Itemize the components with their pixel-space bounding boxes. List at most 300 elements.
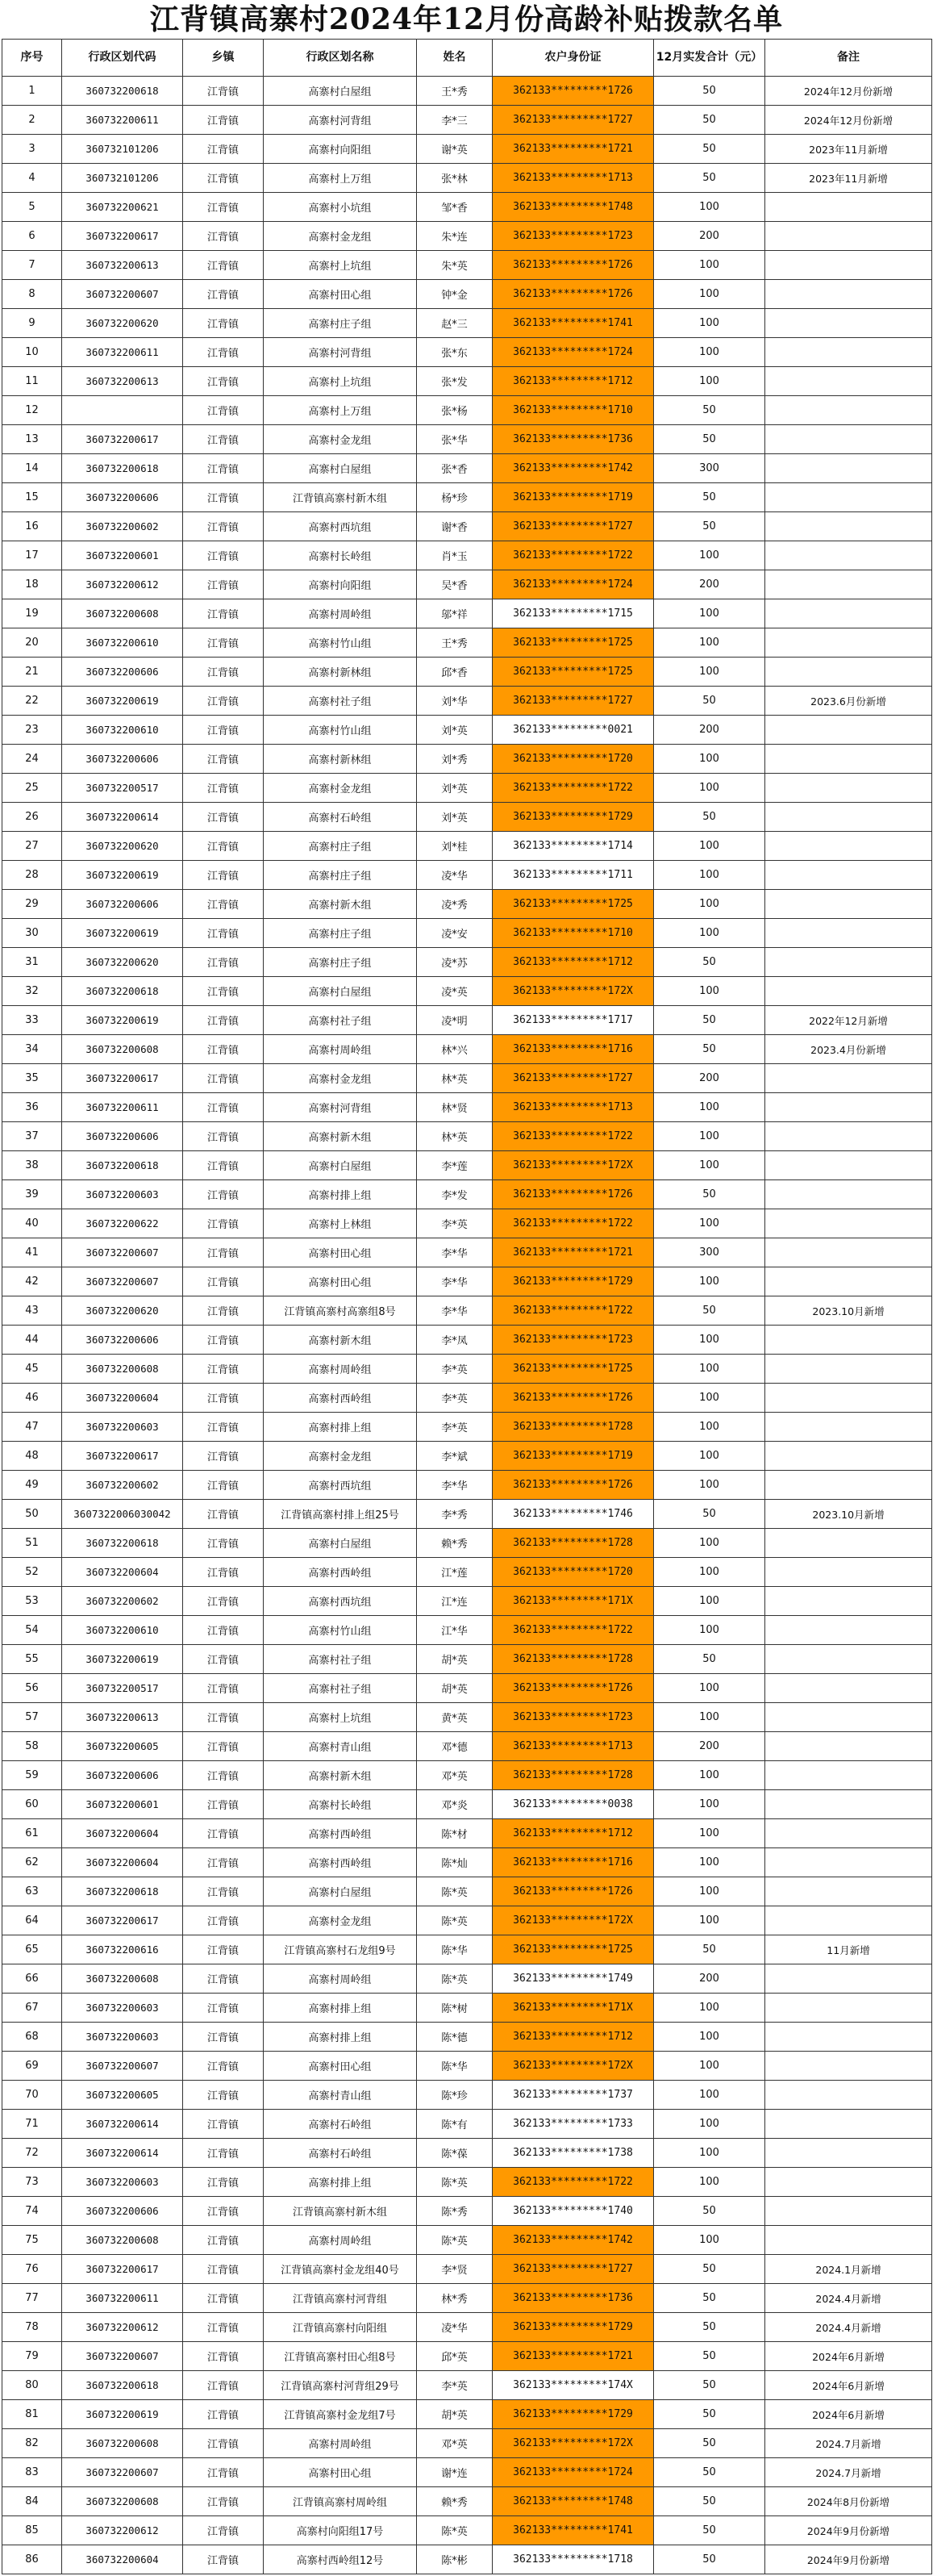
table-row: [2, 1093, 932, 1122]
town-name-cell: 江背镇: [183, 396, 264, 425]
person-name-cell: 李*华: [417, 1296, 493, 1326]
id-card-cell: 362133*********1723: [493, 1326, 654, 1355]
town-name-cell: 江背镇: [183, 2255, 264, 2284]
note-cell: 2023.6月份新增: [765, 687, 932, 716]
person-name-cell: 黄*英: [417, 1703, 493, 1732]
area-code-cell: 360732200614: [62, 2110, 183, 2139]
note-cell: [765, 2168, 932, 2197]
person-name-cell: 朱*英: [417, 251, 493, 280]
person-name-cell: 刘*英: [417, 716, 493, 745]
area-name-cell: 高寨村石岭组: [264, 2110, 417, 2139]
town-name-cell: 江背镇: [183, 1384, 264, 1413]
id-card-cell: 362133*********172X: [493, 2429, 654, 2458]
id-card-cell: 362133*********1726: [493, 1674, 654, 1703]
person-name-cell: 赖*秀: [417, 2487, 493, 2516]
row-number-cell: 34: [2, 1035, 62, 1064]
town-name-cell: 江背镇: [183, 1703, 264, 1732]
note-cell: 2024.4月新增: [765, 2284, 932, 2313]
header-no: 序号: [2, 40, 62, 77]
row-number-cell: 62: [2, 1848, 62, 1877]
person-name-cell: 陈*英: [417, 1877, 493, 1906]
note-cell: [765, 1471, 932, 1500]
note-cell: [765, 570, 932, 599]
amount-cell: 100: [654, 861, 765, 890]
table-row: [2, 367, 932, 396]
id-card-cell: 362133*********1736: [493, 2284, 654, 2313]
note-cell: 2024年9月份新增: [765, 2516, 932, 2545]
row-number-cell: 56: [2, 1674, 62, 1703]
note-cell: [765, 454, 932, 483]
row-number-cell: 85: [2, 2516, 62, 2545]
id-card-cell: 362133*********1723: [493, 1703, 654, 1732]
id-card-cell: 362133*********174X: [493, 2371, 654, 2400]
area-code-cell: 360732200611: [62, 2284, 183, 2313]
person-name-cell: 赖*秀: [417, 1529, 493, 1558]
table-row: [2, 193, 932, 222]
table-row: [2, 1355, 932, 1384]
person-name-cell: 张*香: [417, 454, 493, 483]
table-row: [2, 396, 932, 425]
person-name-cell: 赵*三: [417, 309, 493, 338]
town-name-cell: 江背镇: [183, 1180, 264, 1209]
row-number-cell: 27: [2, 832, 62, 861]
area-name-cell: 高寨村西岭组: [264, 1558, 417, 1587]
amount-cell: 50: [654, 2342, 765, 2371]
note-cell: [765, 1384, 932, 1413]
area-name-cell: 高寨村竹山组: [264, 628, 417, 658]
area-name-cell: 高寨村田心组: [264, 1267, 417, 1296]
table-row: [2, 2458, 932, 2487]
amount-cell: 50: [654, 164, 765, 193]
town-name-cell: 江背镇: [183, 1355, 264, 1384]
person-name-cell: 邬*祥: [417, 599, 493, 628]
town-name-cell: 江背镇: [183, 1674, 264, 1703]
id-card-cell: 362133*********1716: [493, 1035, 654, 1064]
area-name-cell: 高寨村西岭组: [264, 1819, 417, 1848]
area-name-cell: 高寨村社子组: [264, 1645, 417, 1674]
town-name-cell: 江背镇: [183, 512, 264, 541]
table-row: [2, 2110, 932, 2139]
row-number-cell: 35: [2, 1064, 62, 1093]
row-number-cell: 2: [2, 106, 62, 135]
town-name-cell: 江背镇: [183, 1296, 264, 1326]
town-name-cell: 江背镇: [183, 832, 264, 861]
amount-cell: 100: [654, 1384, 765, 1413]
amount-cell: 100: [654, 280, 765, 309]
area-name-cell: 高寨村周岭组: [264, 599, 417, 628]
id-card-cell: 362133*********1721: [493, 135, 654, 164]
id-card-cell: 362133*********1748: [493, 193, 654, 222]
note-cell: [765, 2197, 932, 2226]
row-number-cell: 30: [2, 919, 62, 948]
row-number-cell: 76: [2, 2255, 62, 2284]
town-name-cell: 江背镇: [183, 541, 264, 570]
area-name-cell: 高寨村石岭组: [264, 2139, 417, 2168]
table-row: [2, 1413, 932, 1442]
area-name-cell: 高寨村田心组: [264, 2458, 417, 2487]
area-name-cell: 高寨村西坑组: [264, 1471, 417, 1500]
town-name-cell: 江背镇: [183, 1994, 264, 2023]
note-cell: [765, 1848, 932, 1877]
area-code-cell: 360732200611: [62, 1093, 183, 1122]
town-name-cell: 江背镇: [183, 1790, 264, 1819]
area-code-cell: 3607322006030042: [62, 1500, 183, 1529]
town-name-cell: 江背镇: [183, 106, 264, 135]
amount-cell: 50: [654, 2371, 765, 2400]
area-code-cell: 360732200619: [62, 1006, 183, 1035]
id-card-cell: 362133*********1713: [493, 1093, 654, 1122]
id-card-cell: 362133*********1749: [493, 1964, 654, 1994]
table-row: [2, 2545, 932, 2574]
id-card-cell: 362133*********1726: [493, 251, 654, 280]
note-cell: 2023年11月新增: [765, 135, 932, 164]
row-number-cell: 38: [2, 1151, 62, 1180]
row-number-cell: 55: [2, 1645, 62, 1674]
person-name-cell: 陈*英: [417, 2168, 493, 2197]
table-row: [2, 2197, 932, 2226]
note-cell: [765, 1790, 932, 1819]
table-row: [2, 1616, 932, 1645]
area-name-cell: 高寨村青山组: [264, 2081, 417, 2110]
area-code-cell: 360732200603: [62, 1180, 183, 1209]
town-name-cell: 江背镇: [183, 774, 264, 803]
person-name-cell: 张*杨: [417, 396, 493, 425]
person-name-cell: 李*秀: [417, 1500, 493, 1529]
amount-cell: 100: [654, 774, 765, 803]
amount-cell: 100: [654, 541, 765, 570]
table-row: [2, 1296, 932, 1326]
person-name-cell: 钟*金: [417, 280, 493, 309]
town-name-cell: 江背镇: [183, 948, 264, 977]
amount-cell: 100: [654, 1442, 765, 1471]
area-code-cell: 360732200620: [62, 948, 183, 977]
area-name-cell: 江背镇高寨村河背组29号: [264, 2371, 417, 2400]
row-number-cell: 45: [2, 1355, 62, 1384]
table-row: [2, 1064, 932, 1093]
id-card-cell: 362133*********1721: [493, 2342, 654, 2371]
area-code-cell: 360732101206: [62, 164, 183, 193]
area-code-cell: 360732200607: [62, 1238, 183, 1267]
id-card-cell: 362133*********1722: [493, 1616, 654, 1645]
amount-cell: 50: [654, 396, 765, 425]
id-card-cell: 362133*********1726: [493, 280, 654, 309]
amount-cell: 100: [654, 1790, 765, 1819]
note-cell: [765, 1674, 932, 1703]
town-name-cell: 江背镇: [183, 2516, 264, 2545]
id-card-cell: 362133*********1724: [493, 2458, 654, 2487]
town-name-cell: 江背镇: [183, 1587, 264, 1616]
area-name-cell: 高寨村金龙组: [264, 1442, 417, 1471]
area-name-cell: 高寨村庄子组: [264, 919, 417, 948]
area-name-cell: 高寨村河背组: [264, 338, 417, 367]
table-row: [2, 1645, 932, 1674]
amount-cell: 100: [654, 2110, 765, 2139]
row-number-cell: 40: [2, 1209, 62, 1238]
area-code-cell: 360732200517: [62, 1674, 183, 1703]
person-name-cell: 张*华: [417, 425, 493, 454]
person-name-cell: 邓*英: [417, 1761, 493, 1790]
town-name-cell: 江背镇: [183, 77, 264, 106]
table-row: [2, 425, 932, 454]
row-number-cell: 15: [2, 483, 62, 512]
area-code-cell: 360732200618: [62, 1529, 183, 1558]
area-code-cell: 360732200616: [62, 1935, 183, 1964]
person-name-cell: 邓*炎: [417, 1790, 493, 1819]
amount-cell: 50: [654, 135, 765, 164]
person-name-cell: 谢*香: [417, 512, 493, 541]
area-name-cell: 高寨村向阳组17号: [264, 2516, 417, 2545]
note-cell: [765, 425, 932, 454]
person-name-cell: 张*东: [417, 338, 493, 367]
town-name-cell: 江背镇: [183, 628, 264, 658]
note-cell: [765, 338, 932, 367]
area-code-cell: 360732200605: [62, 1732, 183, 1761]
person-name-cell: 邱*英: [417, 2342, 493, 2371]
town-name-cell: 江背镇: [183, 1645, 264, 1674]
id-card-cell: 362133*********1727: [493, 512, 654, 541]
amount-cell: 100: [654, 2226, 765, 2255]
table-row: [2, 1964, 932, 1994]
row-number-cell: 31: [2, 948, 62, 977]
id-card-cell: 362133*********172X: [493, 2052, 654, 2081]
person-name-cell: 李*英: [417, 1384, 493, 1413]
table-row: [2, 2284, 932, 2313]
area-code-cell: 360732200618: [62, 1877, 183, 1906]
row-number-cell: 48: [2, 1442, 62, 1471]
row-number-cell: 84: [2, 2487, 62, 2516]
amount-cell: 200: [654, 1732, 765, 1761]
id-card-cell: 362133*********1721: [493, 1238, 654, 1267]
area-name-cell: 高寨村新木组: [264, 1761, 417, 1790]
person-name-cell: 林*英: [417, 1122, 493, 1151]
id-card-cell: 362133*********1725: [493, 1935, 654, 1964]
id-card-cell: 362133*********1719: [493, 483, 654, 512]
id-card-cell: 362133*********1722: [493, 1209, 654, 1238]
area-name-cell: 高寨村向阳组: [264, 570, 417, 599]
area-name-cell: 江背镇高寨村金龙组7号: [264, 2400, 417, 2429]
town-name-cell: 江背镇: [183, 1558, 264, 1587]
person-name-cell: 凌*英: [417, 977, 493, 1006]
id-card-cell: 362133*********1723: [493, 222, 654, 251]
area-code-cell: 360732200607: [62, 280, 183, 309]
note-cell: [765, 1151, 932, 1180]
row-number-cell: 66: [2, 1964, 62, 1994]
amount-cell: 50: [654, 2197, 765, 2226]
person-name-cell: 林*英: [417, 1064, 493, 1093]
town-name-cell: 江背镇: [183, 1500, 264, 1529]
amount-cell: 100: [654, 1703, 765, 1732]
note-cell: 2024.7月新增: [765, 2458, 932, 2487]
town-name-cell: 江背镇: [183, 716, 264, 745]
row-number-cell: 70: [2, 2081, 62, 2110]
area-code-cell: 360732200622: [62, 1209, 183, 1238]
amount-cell: 100: [654, 309, 765, 338]
area-name-cell: 高寨村金龙组: [264, 774, 417, 803]
area-name-cell: 江背镇高寨村石龙组9号: [264, 1935, 417, 1964]
area-code-cell: 360732200620: [62, 309, 183, 338]
id-card-cell: 362133*********1712: [493, 1819, 654, 1848]
town-name-cell: 江背镇: [183, 1238, 264, 1267]
area-name-cell: 高寨村新木组: [264, 890, 417, 919]
row-number-cell: 3: [2, 135, 62, 164]
table-row: [2, 658, 932, 687]
area-name-cell: 高寨村新林组: [264, 658, 417, 687]
note-cell: [765, 541, 932, 570]
area-name-cell: 高寨村上坑组: [264, 367, 417, 396]
area-name-cell: 高寨村周岭组: [264, 1355, 417, 1384]
amount-cell: 50: [654, 2545, 765, 2574]
row-number-cell: 19: [2, 599, 62, 628]
note-cell: 2022年12月新增: [765, 1006, 932, 1035]
row-number-cell: 18: [2, 570, 62, 599]
person-name-cell: 刘*桂: [417, 832, 493, 861]
note-cell: [765, 1238, 932, 1267]
note-cell: 2024年6月新增: [765, 2400, 932, 2429]
area-code-cell: 360732200619: [62, 1645, 183, 1674]
note-cell: [765, 1587, 932, 1616]
town-name-cell: 江背镇: [183, 164, 264, 193]
area-code-cell: 360732200617: [62, 222, 183, 251]
id-card-cell: 362133*********1741: [493, 2516, 654, 2545]
table-row: [2, 1500, 932, 1529]
table-row: [2, 1442, 932, 1471]
row-number-cell: 78: [2, 2313, 62, 2342]
id-card-cell: 362133*********1726: [493, 1384, 654, 1413]
table-row: [2, 919, 932, 948]
row-number-cell: 13: [2, 425, 62, 454]
table-row: [2, 977, 932, 1006]
person-name-cell: 陈*华: [417, 1935, 493, 1964]
table-row: [2, 512, 932, 541]
note-cell: [765, 396, 932, 425]
row-number-cell: 37: [2, 1122, 62, 1151]
table-row: [2, 1674, 932, 1703]
person-name-cell: 陈*英: [417, 2226, 493, 2255]
note-cell: [765, 628, 932, 658]
town-name-cell: 江背镇: [183, 2110, 264, 2139]
town-name-cell: 江背镇: [183, 193, 264, 222]
id-card-cell: 362133*********1727: [493, 687, 654, 716]
area-name-cell: 高寨村河背组: [264, 106, 417, 135]
town-name-cell: 江背镇: [183, 1442, 264, 1471]
id-card-cell: 362133*********1742: [493, 454, 654, 483]
person-name-cell: 陈*树: [417, 1994, 493, 2023]
town-name-cell: 江背镇: [183, 280, 264, 309]
table-row: [2, 687, 932, 716]
amount-cell: 100: [654, 2052, 765, 2081]
id-card-cell: 362133*********1727: [493, 106, 654, 135]
id-card-cell: 362133*********1729: [493, 1267, 654, 1296]
id-card-cell: 362133*********1741: [493, 309, 654, 338]
row-number-cell: 9: [2, 309, 62, 338]
person-name-cell: 刘*英: [417, 774, 493, 803]
area-code-cell: 360732200607: [62, 2342, 183, 2371]
table-row: [2, 2081, 932, 2110]
subsidy-table: [2, 39, 932, 2574]
table-row: [2, 1790, 932, 1819]
person-name-cell: 邓*英: [417, 2429, 493, 2458]
note-cell: 2024年12月份新增: [765, 77, 932, 106]
person-name-cell: 朱*连: [417, 222, 493, 251]
row-number-cell: 69: [2, 2052, 62, 2081]
person-name-cell: 李*华: [417, 1471, 493, 1500]
amount-cell: 50: [654, 512, 765, 541]
id-card-cell: 362133*********1712: [493, 367, 654, 396]
row-number-cell: 86: [2, 2545, 62, 2574]
area-code-cell: 360732200611: [62, 338, 183, 367]
header-id-card: 农户身份证: [493, 40, 654, 77]
row-number-cell: 25: [2, 774, 62, 803]
note-cell: [765, 512, 932, 541]
amount-cell: 200: [654, 1064, 765, 1093]
id-card-cell: 362133*********1729: [493, 803, 654, 832]
id-card-cell: 362133*********1726: [493, 1471, 654, 1500]
id-card-cell: 362133*********1715: [493, 599, 654, 628]
town-name-cell: 江背镇: [183, 2052, 264, 2081]
row-number-cell: 72: [2, 2139, 62, 2168]
note-cell: [765, 2081, 932, 2110]
person-name-cell: 李*华: [417, 1267, 493, 1296]
person-name-cell: 李*英: [417, 1209, 493, 1238]
person-name-cell: 王*秀: [417, 628, 493, 658]
table-row: [2, 861, 932, 890]
person-name-cell: 陈*葆: [417, 2139, 493, 2168]
area-name-cell: 高寨村上万组: [264, 164, 417, 193]
area-code-cell: 360732200608: [62, 1964, 183, 1994]
person-name-cell: 李*莲: [417, 1151, 493, 1180]
area-code-cell: 360732200606: [62, 2197, 183, 2226]
person-name-cell: 杨*珍: [417, 483, 493, 512]
id-card-cell: 362133*********172X: [493, 1906, 654, 1935]
town-name-cell: 江背镇: [183, 135, 264, 164]
id-card-cell: 362133*********1714: [493, 832, 654, 861]
area-code-cell: 360732200619: [62, 919, 183, 948]
person-name-cell: 李*贤: [417, 2255, 493, 2284]
area-name-cell: 高寨村西岭组: [264, 1848, 417, 1877]
row-number-cell: 12: [2, 396, 62, 425]
area-name-cell: 高寨村上林组: [264, 1209, 417, 1238]
id-card-cell: 362133*********1736: [493, 425, 654, 454]
table-row: [2, 2342, 932, 2371]
person-name-cell: 李*发: [417, 1180, 493, 1209]
amount-cell: 200: [654, 570, 765, 599]
note-cell: 2024年9月份新增: [765, 2545, 932, 2574]
row-number-cell: 21: [2, 658, 62, 687]
id-card-cell: 362133*********1711: [493, 861, 654, 890]
amount-cell: 50: [654, 1035, 765, 1064]
id-card-cell: 362133*********1729: [493, 2400, 654, 2429]
area-code-cell: 360732200617: [62, 425, 183, 454]
row-number-cell: 41: [2, 1238, 62, 1267]
row-number-cell: 51: [2, 1529, 62, 1558]
town-name-cell: 江背镇: [183, 745, 264, 774]
table-row: [2, 2139, 932, 2168]
table-row: [2, 570, 932, 599]
person-name-cell: 李*英: [417, 1413, 493, 1442]
town-name-cell: 江背镇: [183, 1209, 264, 1238]
id-card-cell: 362133*********1726: [493, 77, 654, 106]
amount-cell: 100: [654, 1151, 765, 1180]
town-name-cell: 江背镇: [183, 1151, 264, 1180]
town-name-cell: 江背镇: [183, 1064, 264, 1093]
person-name-cell: 陈*彬: [417, 2545, 493, 2574]
area-name-cell: 江背镇高寨村排上组25号: [264, 1500, 417, 1529]
row-number-cell: 17: [2, 541, 62, 570]
amount-cell: 50: [654, 2487, 765, 2516]
row-number-cell: 59: [2, 1761, 62, 1790]
area-name-cell: 高寨村向阳组: [264, 135, 417, 164]
amount-cell: 100: [654, 338, 765, 367]
